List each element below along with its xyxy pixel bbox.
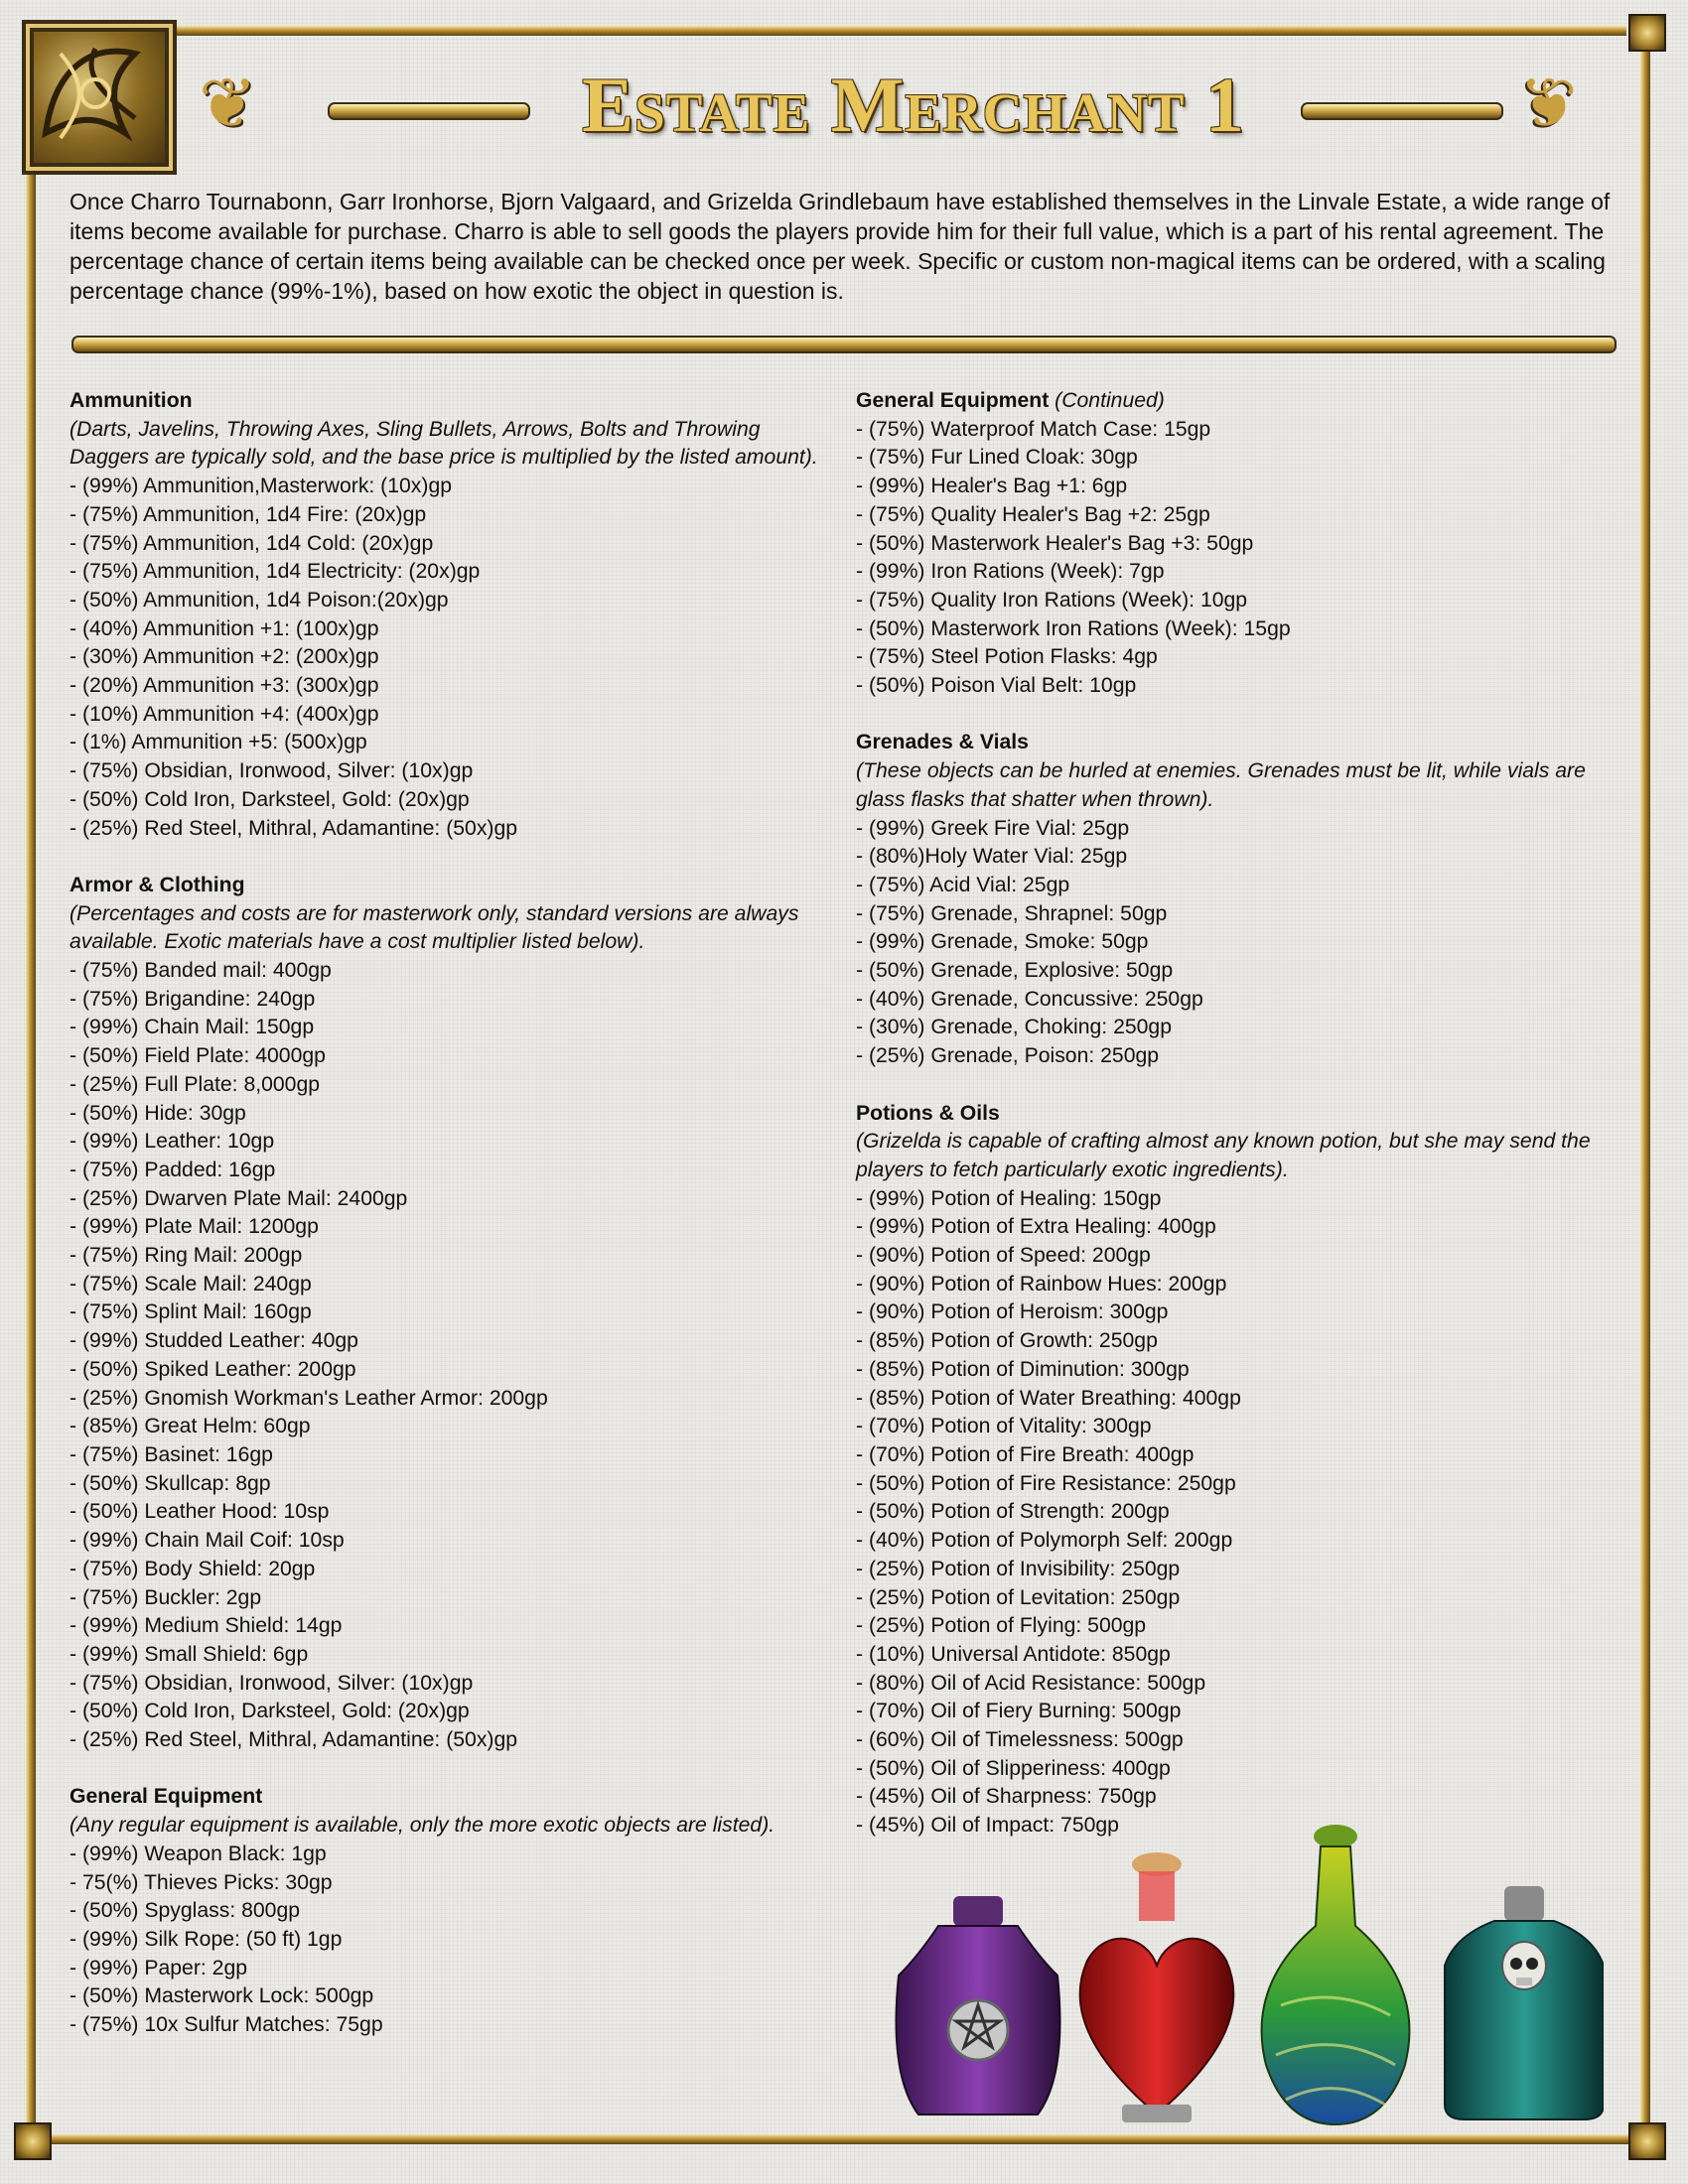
frame-rail-bottom [40,2134,1648,2144]
section [856,729,1630,1070]
list-item: - (10%) Universal Antidote: 850gp [856,1642,1171,1666]
list-item: - (85%) Potion of Diminution: 300gp [856,1357,1190,1381]
list-item: - (40%) Grenade, Concussive: 250gp [856,987,1203,1011]
frame-rail-right [1640,40,1650,2134]
list-item: - (75%) Quality Healer's Bag +2: 25gp [856,502,1210,526]
list-item: - (50%) Skullcap: 8gp [70,1471,271,1495]
list-item: - (80%) Oil of Acid Resistance: 500gp [856,1671,1206,1695]
left-flourish-icon: ❦ [199,63,257,144]
list-item: - (75%) Ammunition, 1d4 Electricity: (20x)gp [70,560,481,584]
list-item: - (50%) Leather Hood: 10sp [70,1500,330,1524]
list-item: - (70%) Potion of Fire Breath: 400gp [856,1442,1195,1466]
list-item: - (25%) Potion of Levitation: 250gp [856,1585,1181,1609]
right-column [856,387,1630,1869]
list-item: - (99%) Paper: 2gp [70,1956,248,1979]
section-note: (Darts, Javelins, Throwing Axes, Sling Bullets, Arrows, Bolts and Throwing Daggers are typically sold, and the base price is multiplied by the listed amount). [70,417,818,470]
section-divider [71,336,1617,353]
list-item: - 75(%) Thieves Picks: 30gp [70,1870,333,1894]
list-item: - (30%) Grenade, Choking: 250gp [856,1016,1172,1039]
intro-paragraph: Once Charro Tournabonn, Garr Ironhorse, Bjorn Valgaard, and Grizelda Grindlebaum have established themselves in the Linvale Estate, a wide range of items become available for purchase. Charro is able to sell goods the players provide him for their full value, which is a part of his rental agreement. The percentage chance of certain items being available can be checked once per week. Specific or custom non-magical items can be ordered, with a scaling percentage chance (99%-1%), based on how exotic the object in question is. [70,189,1611,304]
list-item: - (99%) Silk Rope: (50 ft) 1gp [70,1927,343,1951]
list-item: - (50%) Cold Iron, Darksteel, Gold: (20x)gp [70,1700,470,1723]
list-item: - (75%) Ammunition, 1d4 Cold: (20x)gp [70,531,434,555]
list-item: - (25%) Potion of Invisibility: 250gp [856,1557,1181,1580]
list-item: - (50%) Spiked Leather: 200gp [70,1357,356,1381]
section [856,387,1630,701]
list-item: - (50%) Masterwork Iron Rations (Week): 15gp [856,616,1291,640]
list-item: - (75%) Padded: 16gp [70,1158,276,1181]
section-title: General Equipment [856,389,1050,412]
celtic-knot-emblem-icon [22,20,177,175]
list-item: - (99%) Ammunition,Masterwork: (10x)gp [70,475,453,498]
section-heading [70,1783,844,1812]
section-heading [856,387,1630,416]
list-item: - (25%) Dwarven Plate Mail: 2400gp [70,1186,408,1210]
list-item: - (99%) Greek Fire Vial: 25gp [856,816,1130,840]
list-item: - (50%) Cold Iron, Darksteel, Gold: (20x)gp [70,787,470,811]
list-item: - (99%) Potion of Extra Healing: 400gp [856,1215,1216,1239]
corner-ornament-icon [1628,2122,1666,2160]
list-item: - (75%) Acid Vial: 25gp [856,873,1070,896]
list-item: - (30%) Ammunition +2: (200x)gp [70,645,379,669]
list-item: - (25%) Grenade, Poison: 250gp [856,1044,1160,1068]
list-item: - (90%) Potion of Rainbow Hues: 200gp [856,1272,1227,1296]
list-item: - (45%) Oil of Impact: 750gp [856,1814,1119,1838]
title-banner [199,55,1628,164]
list-item: - (99%) Iron Rations (Week): 7gp [856,560,1165,584]
list-item: - (75%) Scale Mail: 240gp [70,1272,312,1296]
list-item: - (40%) Potion of Polymorph Self: 200gp [856,1529,1233,1553]
list-item: - (25%) Full Plate: 8,000gp [70,1072,321,1096]
list-item: - (99%) Small Shield: 6gp [70,1642,309,1666]
list-item: - (75%) Body Shield: 20gp [70,1557,316,1580]
list-item: - (99%) Potion of Healing: 150gp [856,1186,1162,1210]
section-heading [856,729,1630,757]
list-item: - (25%) Red Steel, Mithral, Adamantine: (50x)gp [70,816,518,840]
corner-ornament-icon [1628,14,1666,52]
list-item: - (10%) Ammunition +4: (400x)gp [70,702,379,726]
section-title: Armor & Clothing [70,873,245,896]
section-heading [70,872,844,900]
list-item: - (75%) 10x Sulfur Matches: 75gp [70,2013,383,2037]
list-item: - (50%) Potion of Strength: 200gp [856,1500,1170,1524]
section-note: (Grizelda is capable of crafting almost any known potion, but she may send the players to fetch particularly exotic ingredients). [856,1130,1591,1181]
purple-pentacle-potion-bottle-icon [897,1896,1060,2115]
section [70,387,844,843]
list-item: - (70%) Oil of Fiery Burning: 500gp [856,1700,1182,1723]
list-item: - (50%) Oil of Slipperiness: 400gp [856,1756,1171,1780]
title-bar-left [328,102,530,120]
list-item: - (70%) Potion of Vitality: 300gp [856,1415,1152,1438]
green-spiral-potion-bottle-icon [1262,1825,1410,2124]
list-item: - (50%) Masterwork Lock: 500gp [70,1984,374,2008]
list-item: - (75%) Obsidian, Ironwood, Silver: (10x)gp [70,759,474,783]
section-heading [70,387,844,416]
title-bar-right [1301,102,1503,120]
frame-rail-top [177,26,1626,36]
list-item: - (75%) Obsidian, Ironwood, Silver: (10x)gp [70,1671,474,1695]
list-item: - (99%) Weapon Black: 1gp [70,1842,327,1865]
list-item: - (99%) Medium Shield: 14gp [70,1614,343,1638]
list-item: - (99%) Grenade, Smoke: 50gp [856,930,1149,954]
section-title: Grenades & Vials [856,731,1029,754]
section [856,1100,1630,1841]
list-item: - (75%) Steel Potion Flasks: 4gp [856,645,1158,669]
frame-rail-left [26,169,36,2124]
list-item: - (75%) Splint Mail: 160gp [70,1300,312,1324]
section [70,872,844,1755]
list-item: - (99%) Healer's Bag +1: 6gp [856,475,1128,498]
list-item: - (85%) Great Helm: 60gp [70,1415,311,1438]
list-item: - (25%) Red Steel, Mithral, Adamantine: (50x)gp [70,1728,518,1752]
list-item: - (80%)Holy Water Vial: 25gp [856,845,1128,869]
section-title: Potions & Oils [856,1101,1000,1125]
red-heart-potion-bottle-icon [1080,1852,1234,2122]
list-item: - (45%) Oil of Sharpness: 750gp [856,1785,1157,1809]
list-item: - (50%) Field Plate: 4000gp [70,1044,326,1068]
section-note: (These objects can be hurled at enemies. Grenades must be lit, while vials are glass flasks that shatter when thrown). [856,759,1586,811]
list-item: - (90%) Potion of Heroism: 300gp [856,1300,1169,1324]
list-item: - (50%) Potion of Fire Resistance: 250gp [856,1471,1236,1495]
list-item: - (50%) Masterwork Healer's Bag +3: 50gp [856,531,1254,555]
section-note: (Any regular equipment is available, only the more exotic objects are listed). [70,1814,775,1838]
teal-skull-potion-bottle-icon [1445,1886,1604,2119]
section-note: (Percentages and costs are for masterwork only, standard versions are always available. Exotic materials have a cost multiplier listed below). [70,901,799,954]
list-item: - (50%) Grenade, Explosive: 50gp [856,959,1174,983]
list-item: - (85%) Potion of Water Breathing: 400gp [856,1386,1241,1410]
list-item: - (1%) Ammunition +5: (500x)gp [70,731,367,754]
list-item: - (50%) Spyglass: 800gp [70,1899,301,1923]
list-item: - (99%) Studded Leather: 40gp [70,1329,358,1353]
list-item: - (50%) Poison Vial Belt: 10gp [856,674,1137,698]
section-continued-label: (Continued) [1055,389,1165,412]
section [70,1783,844,2039]
page-title: Estate Merchant 1 [582,62,1245,148]
left-column [70,387,844,2068]
list-item: - (20%) Ammunition +3: (300x)gp [70,674,379,698]
list-item: - (90%) Potion of Speed: 200gp [856,1244,1151,1268]
section-title: General Equipment [70,1785,263,1809]
list-item: - (50%) Hide: 30gp [70,1101,246,1125]
list-item: - (75%) Banded mail: 400gp [70,959,332,983]
list-item: - (75%) Ring Mail: 200gp [70,1244,303,1268]
list-item: - (60%) Oil of Timelessness: 500gp [856,1728,1184,1752]
list-item: - (99%) Chain Mail: 150gp [70,1016,315,1039]
section-heading [856,1100,1630,1129]
list-item: - (25%) Gnomish Workman's Leather Armor: 200gp [70,1386,548,1410]
list-item: - (40%) Ammunition +1: (100x)gp [70,616,379,640]
list-item: - (25%) Potion of Flying: 500gp [856,1614,1147,1638]
list-item: - (75%) Waterproof Match Case: 15gp [856,417,1211,441]
list-item: - (75%) Fur Lined Cloak: 30gp [856,446,1138,470]
list-item: - (75%) Grenade, Shrapnel: 50gp [856,901,1168,925]
potion-bottles-illustration [889,1817,1604,2134]
corner-ornament-icon [14,2122,52,2160]
list-item: - (99%) Leather: 10gp [70,1130,275,1154]
list-item: - (50%) Ammunition, 1d4 Poison:(20x)gp [70,588,449,612]
section-title: Ammunition [70,389,193,412]
list-item: - (75%) Brigandine: 240gp [70,987,316,1011]
list-item: - (75%) Quality Iron Rations (Week): 10gp [856,588,1248,612]
list-item: - (99%) Chain Mail Coif: 10sp [70,1529,345,1553]
list-item: - (75%) Ammunition, 1d4 Fire: (20x)gp [70,502,427,526]
list-item: - (99%) Plate Mail: 1200gp [70,1215,319,1239]
list-item: - (85%) Potion of Growth: 250gp [856,1329,1158,1353]
list-item: - (75%) Basinet: 16gp [70,1443,273,1466]
list-item: - (75%) Buckler: 2gp [70,1585,262,1609]
right-flourish-icon: ❦ [1519,63,1578,144]
